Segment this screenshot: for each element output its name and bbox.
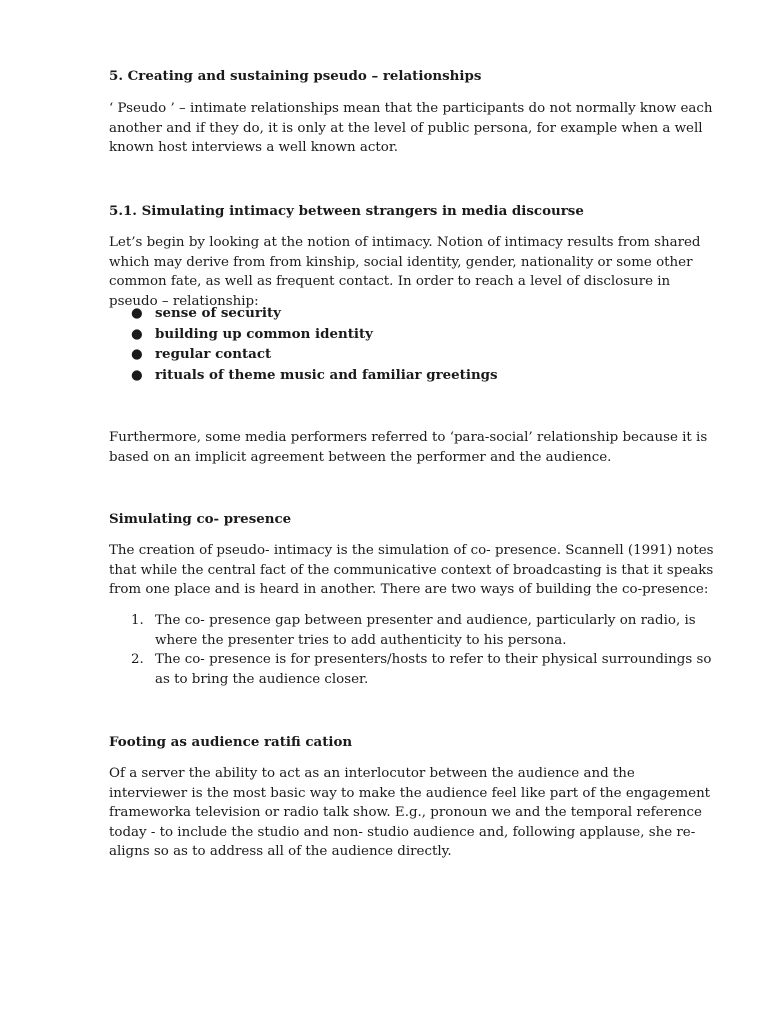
list-item: 2. The co- presence is for presenters/hosts to refer to their physical surroundings so as to bring the audience closer. [131, 652, 712, 687]
section-5-1-heading: 5.1. Simulating intimacy between strangers in media discourse [109, 203, 584, 219]
section-5-heading: 5. Creating and sustaining pseudo – relationships [109, 68, 482, 84]
footing-heading: Footing as audience ratifi cation [109, 734, 353, 750]
footing-paragraph: Of a server the ability to act as an interlocutor between the audience and the interviewer is the most basic way to make the audience feel like part of the engagement frameworka television or radio talk show. E.g., pronoun we and the temporal reference today - to include the studio and non- studio audience and, following applause, she re- aligns so as to address all of the audience directly. [109, 766, 711, 859]
list-item: ● building up common identity [109, 325, 714, 346]
bullet-icon: ● [131, 347, 143, 362]
bullet-icon: ● [131, 326, 143, 342]
section-5-1-paragraph: Let’s begin by looking at the notion of intimacy. Notion of intimacy results from shared which may derive from from kinship, social identity, gender, nationality or some other common fate, as well as frequent contact. In order to reach a level of disclosure in pseudo – relationship: [109, 235, 701, 309]
list-item: ● rituals of theme music and familiar greetings [109, 366, 714, 387]
para-social-paragraph: Furthermore, some media performers referred to ‘para-social’ relationship because it is based on an implicit agreement between the performer and the audience. [109, 430, 708, 465]
list-item: ● regular contact [109, 345, 714, 366]
copresence-heading: Simulating co- presence [109, 511, 292, 527]
bullet-icon: ● [131, 306, 143, 321]
list-item: ● sense of security [109, 304, 714, 325]
copresence-numbered-list [109, 611, 714, 689]
section-5-paragraph: ‘ Pseudo ’ – intimate relationships mean that the participants do not normally know each another and if they do, it is only at the level of public persona, for example when a well known host interviews a well known actor. [109, 101, 713, 155]
copresence-paragraph: The creation of pseudo- intimacy is the simulation of co- presence. Scannell (1991) notes that while the central fact of the communicative context of broadcasting is that it speaks from one place and is heard in another. There are two ways of building the co-presence: [109, 543, 714, 597]
bullet-icon: ● [131, 367, 143, 383]
list-item: 1. The co- presence gap between presenter and audience, particularly on radio, is where the presenter tries to add authenticity to his persona. [131, 613, 696, 648]
intimacy-bullet-list [109, 304, 714, 386]
